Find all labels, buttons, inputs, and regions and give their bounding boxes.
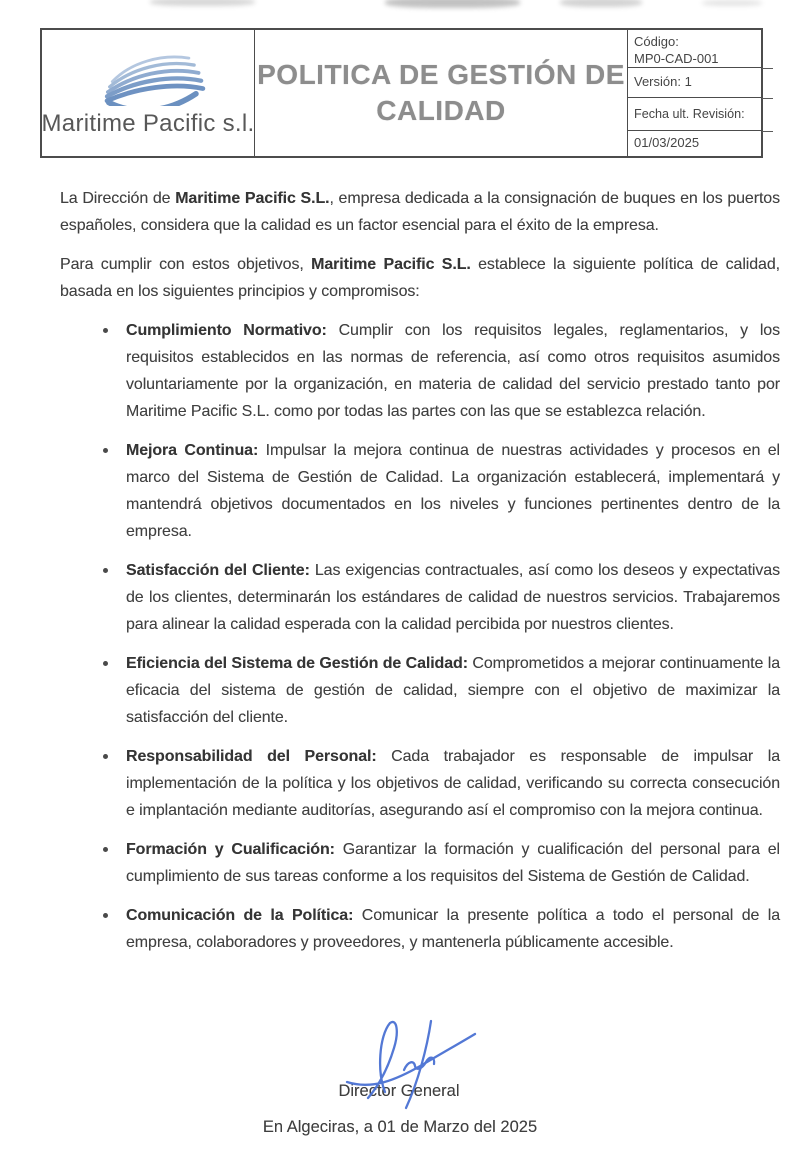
meta-cell	[628, 30, 761, 156]
codigo-label: Código:	[634, 34, 679, 49]
place-date-line: En Algeciras, a 01 de Marzo del 2025	[262, 1118, 538, 1136]
handwritten-signature-icon	[344, 1018, 479, 1110]
bullet-title: Eficiencia del Sistema de Gestión de Calidad:	[126, 655, 468, 672]
version-value: Versión: 1	[634, 74, 692, 90]
bullet-eficiencia-sistema	[126, 650, 780, 731]
company-name-bold: Maritime Pacific S.L.	[175, 190, 330, 207]
bullet-text: Garantizar la formación y cualificación del personal para el cumplimiento de sus tareas conforme a los requisitos del Sistema de Gestión de Calidad.	[126, 841, 780, 885]
company-name: Maritime Pacific s.l.	[41, 110, 255, 137]
paragraph-text: Para cumplir con estos objetivos,	[60, 256, 312, 273]
bullet-formacion-cualificacion	[126, 836, 780, 890]
bullet-title: Mejora Continua:	[126, 442, 259, 459]
meta-row-version	[628, 68, 761, 98]
wave-fan-logo-icon	[82, 52, 214, 106]
company-name-bold: Maritime Pacific S.L.	[311, 256, 471, 273]
bullet-title: Responsabilidad del Personal:	[126, 748, 377, 765]
bullet-text: Cada trabajador es responsable de impulsar la implementación de la política y los objetivos de calidad, verificando su correcta consecución e implantación mediante auditorías, asegurando así el compromiso con la mejora continua.	[126, 748, 780, 819]
intro-paragraph-2	[60, 251, 780, 305]
meta-row-codigo	[628, 30, 761, 68]
title-cell	[255, 30, 628, 156]
bullet-title: Comunicación de la Política:	[126, 907, 354, 924]
document-header-table	[40, 28, 763, 158]
paragraph-text: La Dirección de	[60, 190, 176, 207]
signature-block	[0, 1014, 812, 1166]
bullet-responsabilidad-personal	[126, 743, 780, 824]
signer-title: Director General	[338, 1082, 460, 1100]
scan-smudge	[702, 0, 762, 6]
scan-smudge	[385, 0, 520, 8]
bullet-text: Cumplir con los requisitos legales, reglamentarios, y los requisitos establecidos en las normas de referencia, así como otros requisitos asumidos voluntariamente por la organización, en materia de calidad del servicio prestado tanto por Maritime Pacific S.L. como por todas las partes con las que se establezca relación.	[126, 322, 781, 420]
paragraph-text: , empresa dedicada a la consignación de buques en los puertos españoles, considera que la calidad es un factor esencial para el éxito de la empresa.	[60, 190, 780, 234]
revision-date: 01/03/2025	[634, 135, 700, 151]
policy-bullet-list	[60, 317, 780, 956]
bullet-title: Satisfacción del Cliente:	[126, 562, 310, 579]
meta-row-revision-label	[628, 98, 761, 131]
bullet-title: Formación y Cualificación:	[126, 841, 335, 858]
bullet-title: Cumplimiento Normativo:	[126, 322, 327, 339]
document-title-line1: POLITICA DE GESTIÓN DE	[257, 58, 625, 90]
bullet-text: Impulsar la mejora continua de nuestras actividades y procesos en el marco del Sistema de Gestión de Calidad. La organización establecerá, implementará y mantendrá objetivos documentados en los niveles y funciones pertinentes dentro de la empresa.	[126, 442, 780, 540]
revision-label: Fecha ult. Revisión:	[634, 106, 745, 121]
bullet-mejora-continua	[126, 437, 780, 545]
scan-smudge	[560, 0, 642, 7]
document-title-line2: CALIDAD	[376, 95, 506, 126]
intro-paragraph-1	[60, 185, 780, 239]
bullet-satisfaccion-cliente	[126, 557, 780, 638]
bullet-text: Las exigencias contractuales, así como los deseos y expectativas de los clientes, determinarán los estándares de calidad de nuestros servicios. Trabajaremos para alinear la calidad esperada con la calidad percibida por nuestros clientes.	[126, 562, 780, 633]
paragraph-text: establece la siguiente política de calidad, basada en los siguientes principios y compromisos:	[60, 256, 780, 300]
bullet-text: Comunicar la presente política a todo el personal de la empresa, colaboradores y proveedores, y mantenerla públicamente accesible.	[126, 907, 780, 951]
codigo-value: MP0-CAD-001	[634, 50, 719, 66]
logo-cell	[42, 30, 255, 156]
bullet-cumplimiento-normativo	[126, 317, 780, 425]
bullet-text: Comprometidos a mejorar continuamente la eficacia del sistema de gestión de calidad, siempre con el objetivo de maximizar la satisfacción del cliente.	[126, 655, 780, 726]
bullet-comunicacion-politica	[126, 902, 780, 956]
document-body	[0, 185, 812, 968]
meta-row-revision-date	[628, 131, 761, 156]
scan-smudge	[150, 0, 255, 6]
